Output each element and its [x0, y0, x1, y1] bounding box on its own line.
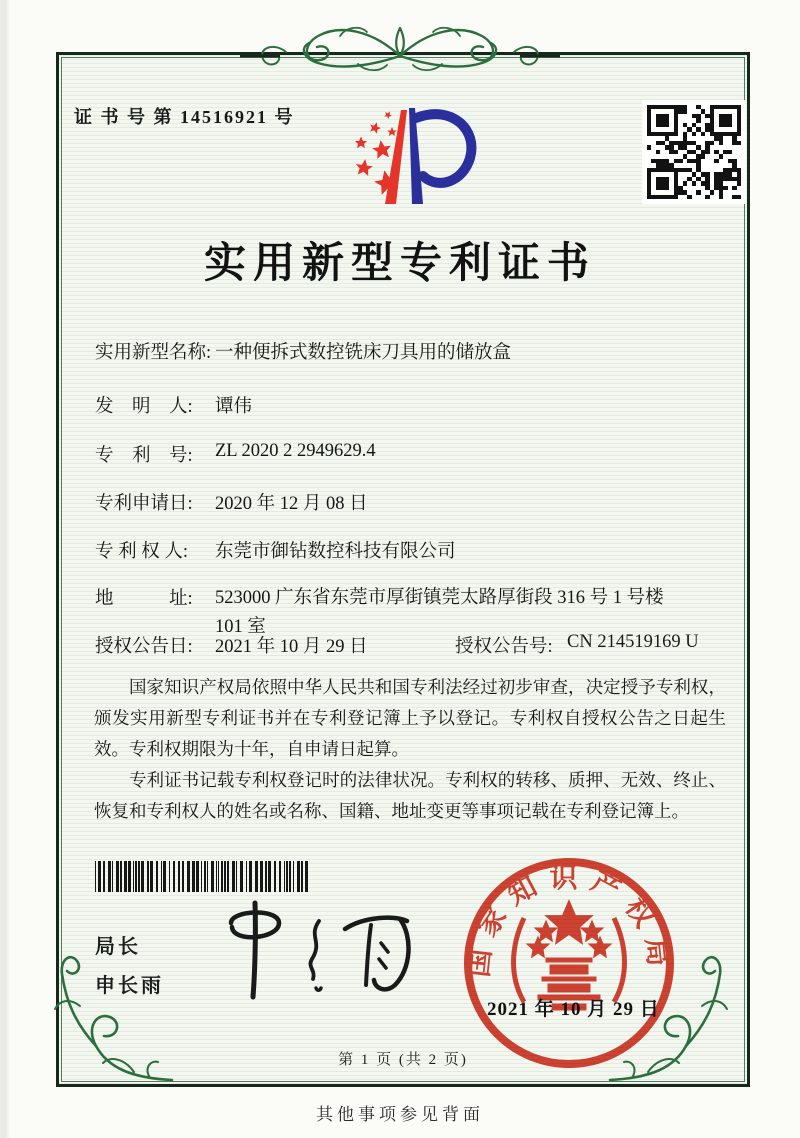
- field-value: 一种便拆式数控铣床刀具用的储放盒: [215, 343, 512, 363]
- field-label: 地 址:: [95, 589, 193, 609]
- field-patentee: [95, 537, 456, 563]
- commissioner-signature: [195, 893, 440, 1008]
- field-grant-number: [455, 632, 699, 658]
- seal-text: 国家知识产权局: [463, 863, 675, 979]
- field-value: 523000 广东省东莞市厚街镇莞太路厚街段 316 号 1 号楼 101 室: [215, 588, 664, 637]
- commissioner-name: 申长雨: [95, 975, 164, 997]
- page-number: 第 1 页 (共 2 页): [338, 1052, 468, 1068]
- field-label: 专利申请日:: [95, 494, 193, 514]
- field-inventor: [95, 392, 252, 418]
- field-label: 发 明 人:: [95, 397, 193, 417]
- cnipa-seal: [458, 852, 680, 1074]
- footer-note: 其他事项参见背面: [316, 1105, 484, 1124]
- field-grant-date: [95, 632, 368, 658]
- field-value: 东莞市御钻数控科技有限公司: [215, 542, 456, 562]
- legal-paragraph-2: 专利证书记载专利权登记时的法律状况。专利权的转移、质押、无效、终止、恢复和专利权人的姓名或名称、国籍、地址变更等事项记载在专利登记簿上。: [94, 770, 726, 821]
- field-label: 专 利 权 人:: [95, 542, 189, 562]
- logo-red-wedge: [385, 110, 407, 204]
- certificate-number: 证 书 号 第 14516921 号: [74, 107, 295, 127]
- logo-p-bowl: [416, 114, 471, 183]
- certificate-title: 实用新型专利证书: [203, 241, 596, 287]
- top-ornament: [240, 6, 560, 82]
- field-label: 授权公告日:: [95, 637, 193, 657]
- field-value: ZL 2020 2 2949629.4: [215, 441, 376, 461]
- field-value: 2021 年 10 月 29 日: [215, 637, 368, 657]
- field-value: CN 214519169 U: [567, 632, 699, 652]
- commissioner-title: 局长: [95, 936, 141, 958]
- field-label: 授权公告号:: [455, 637, 553, 657]
- field-utility-model-name: [95, 338, 511, 364]
- cnipa-logo: [330, 88, 480, 228]
- seal-date: 2021 年 10 月 29 日: [487, 999, 660, 1020]
- field-label: 实用新型名称:: [95, 343, 212, 363]
- field-value: 2020 年 12 月 08 日: [215, 494, 368, 514]
- field-label: 专 利 号:: [95, 446, 193, 466]
- field-application-date: [95, 489, 368, 515]
- legal-paragraph-1: 国家知识产权局依照中华人民共和国专利法经过初步审查，决定授予专利权，颁发实用新型专利证书并在专利登记簿上予以登记。专利权自授权公告之日起生效。专利权期限为十年，自申请日起算。: [94, 677, 726, 759]
- qr-code: [642, 100, 746, 204]
- barcode: [95, 861, 313, 892]
- field-patent-number: [95, 441, 376, 467]
- field-value: 谭伟: [215, 397, 253, 417]
- legal-text: [94, 672, 726, 827]
